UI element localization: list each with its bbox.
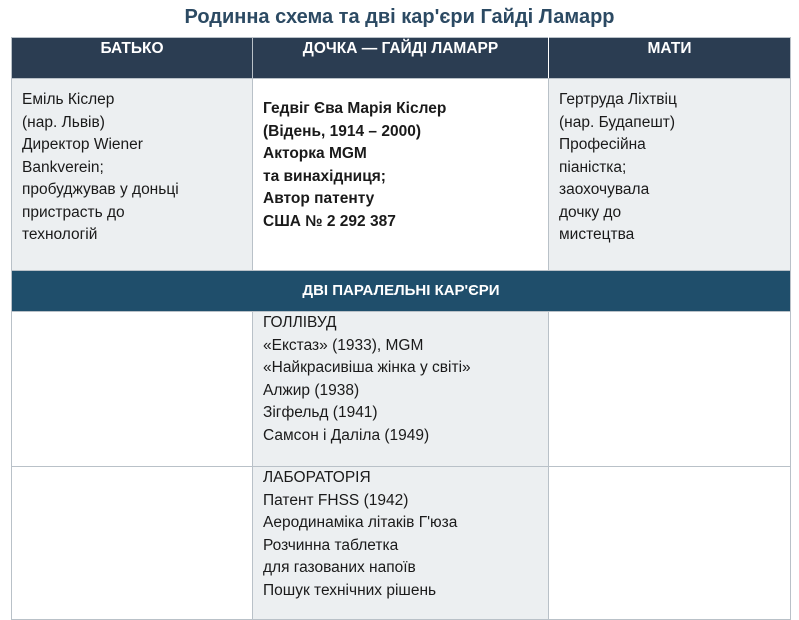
hollywood-line: ГОЛЛІВУД (263, 314, 337, 331)
laboratory-line: для газованих напоїв (263, 559, 416, 576)
empty-cell (549, 467, 791, 620)
hollywood-line: «Екстаз» (1933), MGM (263, 336, 424, 354)
daughter-line: Акторка MGM (263, 145, 367, 162)
father-line: (нар. Львів) (22, 113, 105, 131)
laboratory-line: ЛАБОРАТОРІЯ (263, 469, 371, 486)
father-line: Bankverein; (22, 158, 104, 176)
section-title: ДВІ ПАРАЛЕЛЬНІ КАР'ЄРИ (12, 271, 791, 312)
family-career-table (11, 37, 791, 620)
laboratory-line: Пошук технічних рішень (263, 581, 437, 599)
hollywood-line: Зігфельд (1941) (263, 404, 378, 421)
daughter-line: США № 2 292 387 (263, 212, 396, 230)
father-line: пробуджував у доньці (22, 181, 179, 198)
hollywood-cell (253, 312, 549, 467)
hollywood-line: «Найкрасивіша жінка у світі» (263, 359, 471, 376)
laboratory-line: Аеродинаміка літаків Г'юза (263, 514, 458, 531)
empty-cell (549, 312, 791, 467)
mother-header: МАТИ (549, 38, 791, 79)
empty-cell (12, 312, 253, 467)
daughter-line: та винахідниця; (263, 167, 386, 185)
mother-line: мистецтва (559, 226, 635, 243)
page-title: Родинна схема та дві кар'єри Гайді Ламарр (184, 6, 615, 28)
father-line: Директор Wiener (22, 136, 143, 153)
mother-line: Гертруда Ліхтвіц (559, 91, 677, 108)
daughter-line: Гедвіг Єва Марія Кіслер (263, 100, 447, 117)
mother-line: піаністка; (559, 158, 627, 176)
father-line: Еміль Кіслер (22, 91, 115, 108)
daughter-cell (253, 79, 549, 271)
laboratory-row (12, 467, 791, 620)
hollywood-line: Самсон і Даліла (1949) (263, 426, 430, 444)
laboratory-line: Розчинна таблетка (263, 536, 399, 554)
mother-line: дочку до (559, 203, 622, 221)
laboratory-cell (253, 467, 549, 620)
father-header: БАТЬКО (12, 38, 253, 79)
mother-line: Професійна (559, 136, 646, 153)
hollywood-line: Алжир (1938) (263, 381, 360, 399)
daughter-line: (Відень, 1914 – 2000) (263, 122, 421, 140)
father-line: пристрасть до (22, 203, 125, 221)
header-row (12, 38, 791, 79)
mother-line: (нар. Будапешт) (559, 113, 676, 131)
hollywood-row (12, 312, 791, 467)
father-cell (12, 79, 253, 271)
daughter-line: Автор патенту (263, 190, 375, 207)
family-row (12, 79, 791, 271)
mother-line: заохочувала (559, 181, 650, 198)
section-row (12, 271, 791, 312)
mother-cell (549, 79, 791, 271)
father-line: технологій (22, 226, 98, 243)
laboratory-line: Патент FHSS (1942) (263, 491, 409, 509)
empty-cell (12, 467, 253, 620)
daughter-header: ДОЧКА — ГАЙДІ ЛАМАРР (253, 38, 549, 79)
